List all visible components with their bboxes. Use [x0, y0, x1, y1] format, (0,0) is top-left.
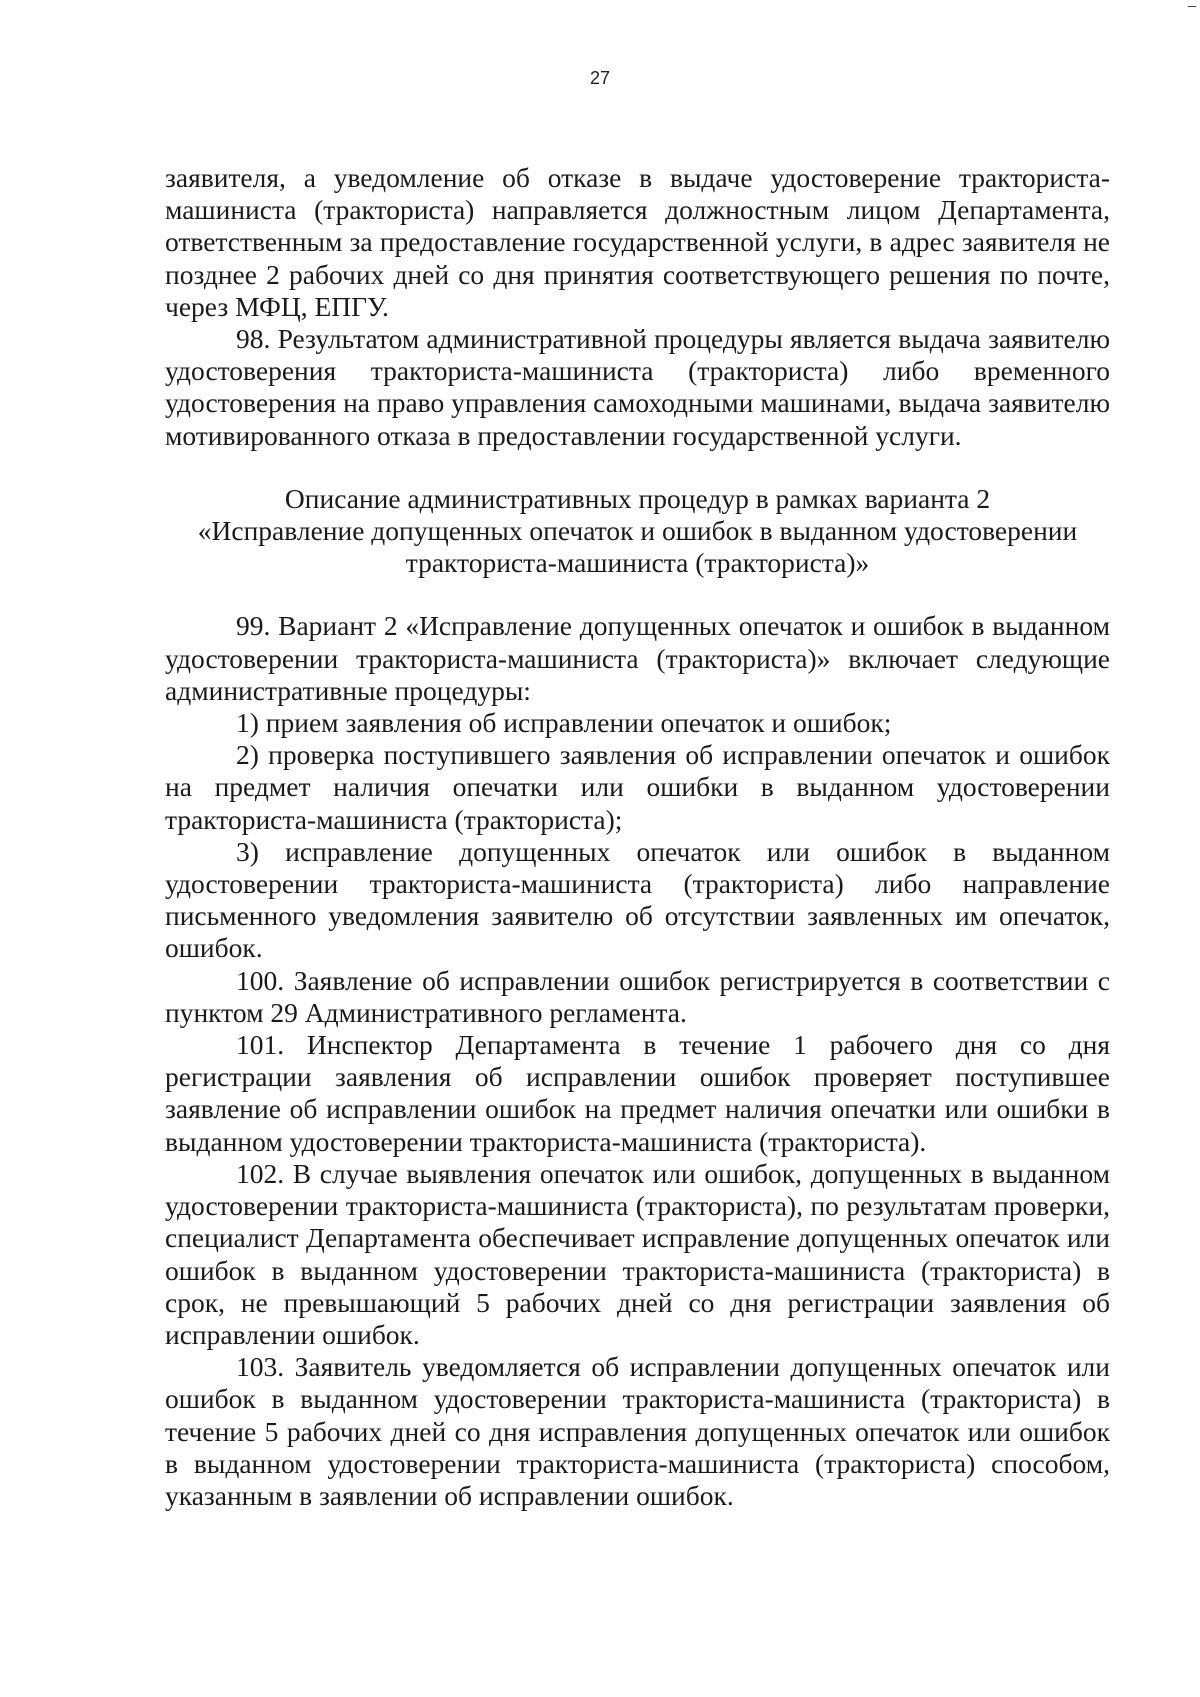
section-heading-line-3: тракториста-машиниста (тракториста)»	[405, 547, 870, 579]
scan-edge-mark	[1188, 6, 1196, 7]
section-heading-line-1: Описание административных процедур в рамках варианта 2	[284, 482, 991, 514]
paragraph-103: 103. Заявитель уведомляется об исправлении допущенных опечаток или ошибок в выданном удостоверении тракториста-машиниста (тракториста) в течение 5 рабочих дней со дня исправления допущенных опечаток или ошибок в выданном удостоверении тракториста-машиниста (тракториста) способом, указанным в заявлении об исправлении ошибок.	[165, 1351, 1110, 1511]
page-number: 27	[589, 68, 611, 88]
document-body	[165, 162, 1110, 1512]
list-item-1: 1) прием заявления об исправлении опечаток и ошибок;	[236, 707, 892, 739]
paragraph-99: 99. Вариант 2 «Исправление допущенных опечаток и ошибок в выданном удостоверении тракториста-машиниста (тракториста)» включает следующие административные процедуры:	[165, 610, 1110, 706]
paragraph-101: 101. Инспектор Департамента в течение 1 рабочего дня со дня регистрации заявления об исправлении ошибок проверяет поступившее заявление об исправлении ошибок на предмет наличия опечатки или ошибки в выданном удостоверении тракториста-машиниста (тракториста).	[165, 1029, 1110, 1157]
section-heading-line-2: «Исправление допущенных опечаток и ошибок в выданном удостоверении	[197, 515, 1078, 547]
paragraph-continuation: заявителя, а уведомление об отказе в выдаче удостоверение тракториста-машиниста (тракториста) направляется должностным лицом Департамента, ответственным за предоставление государственной услуги, в адрес заявителя не позднее 2 рабочих дней со дня принятия соответствующего решения по почте, через МФЦ, ЕПГУ.	[165, 162, 1110, 322]
paragraph-98: 98. Результатом административной процедуры является выдача заявителю удостоверения тракториста-машиниста (тракториста) либо временного удостоверения на право управления самоходными машинами, выдача заявителю мотивированного отказа в предоставлении государственной услуги.	[165, 323, 1110, 451]
paragraph-102: 102. В случае выявления опечаток или ошибок, допущенных в выданном удостоверении тракториста-машиниста (тракториста), по результатам проверки, специалист Департамента обеспечивает исправление допущенных опечаток или ошибок в выданном удостоверении тракториста-машиниста (тракториста) в срок, не превышающий 5 рабочих дней со дня регистрации заявления об исправлении ошибок.	[165, 1157, 1110, 1350]
list-item-3: 3) исправление допущенных опечаток или ошибок в выданном удостоверении тракториста-машиниста (тракториста) либо направление письменного уведомления заявителю об отсутствии заявленных им опечаток, ошибок.	[165, 835, 1110, 964]
list-item-2: 2) проверка поступившего заявления об исправлении опечаток и ошибок на предмет наличия опечатки или ошибки в выданном удостоверении тракториста-машиниста (тракториста);	[165, 739, 1110, 835]
section-heading	[165, 483, 1110, 580]
paragraph-100: 100. Заявление об исправлении ошибок регистрируется в соответствии с пунктом 29 Административного регламента.	[165, 964, 1110, 1028]
